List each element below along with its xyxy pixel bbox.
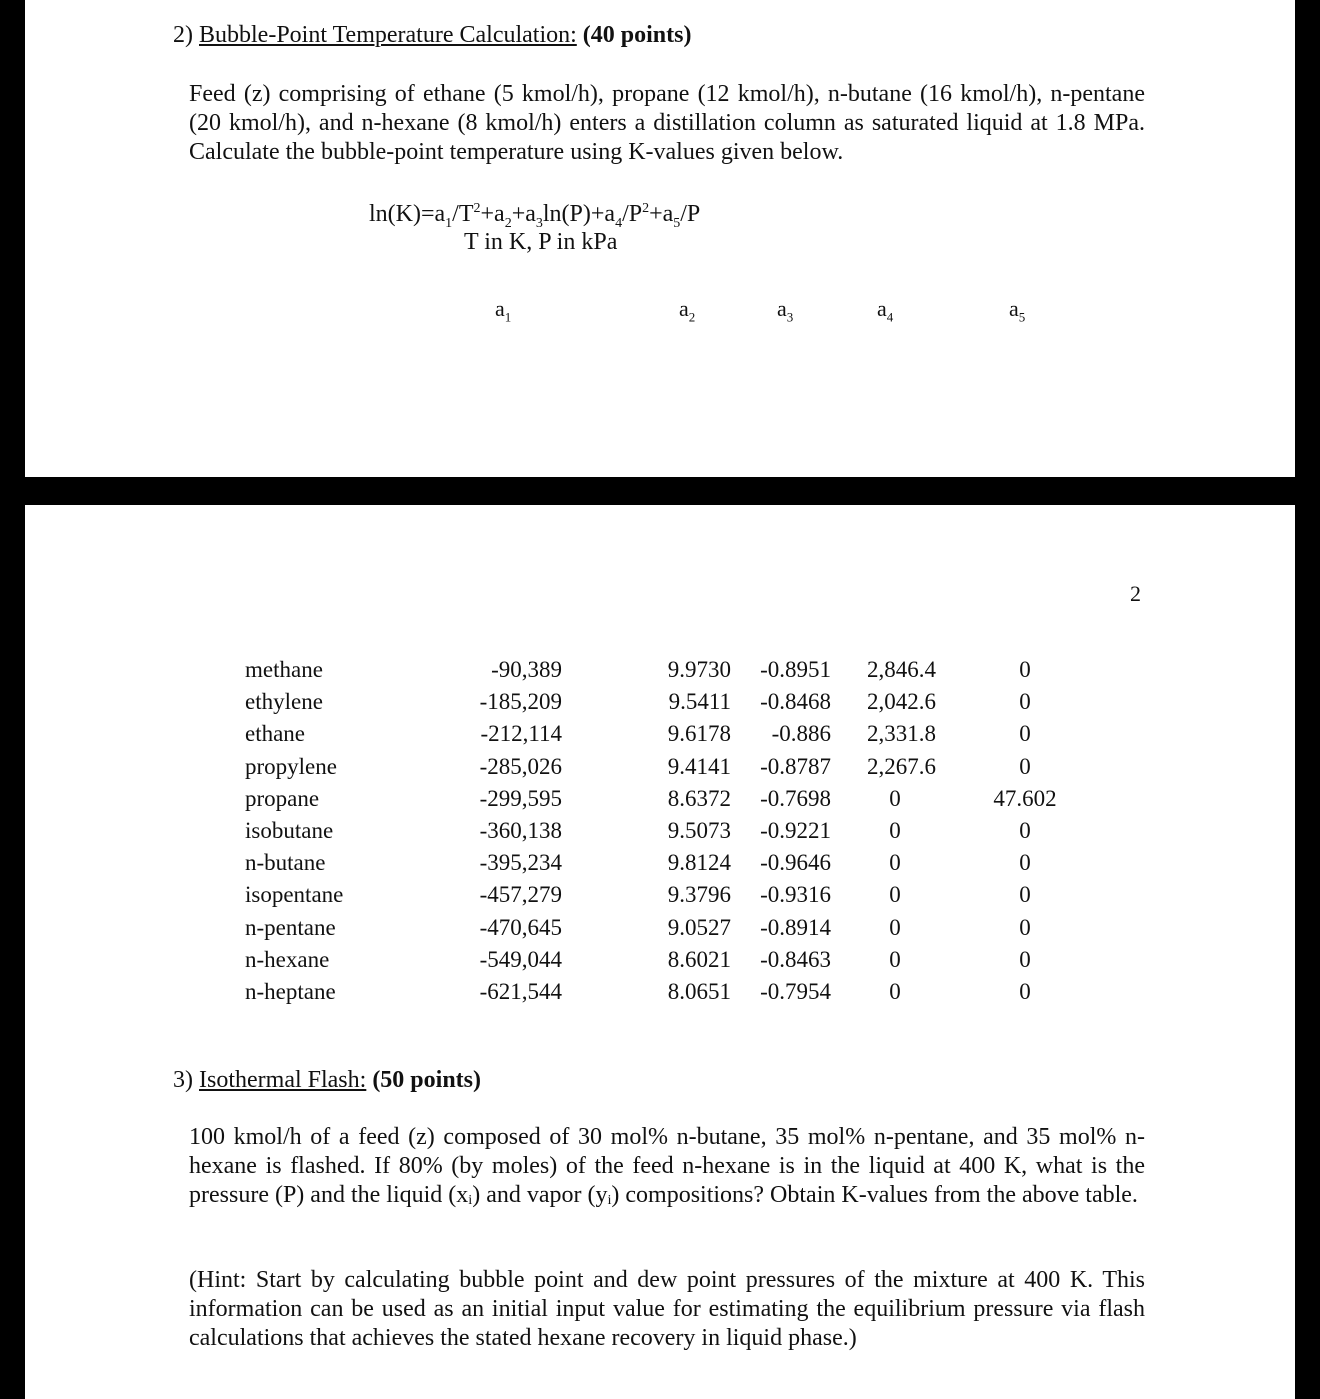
table-row: [25, 947, 1295, 979]
a2-value: 9.8124: [667, 850, 731, 876]
a4-value: 2,267.6: [867, 753, 936, 779]
page-number: 2: [1130, 581, 1141, 606]
header-a5: $a_5$: [1009, 296, 1026, 325]
a3-value: -0.8463: [760, 946, 831, 972]
table-row: [25, 786, 1295, 818]
problem-3-hint: (Hint: Start by calculating bubble point and dew point pressures of the mixture at 400 K. This information can be used as an initial input value for estimating the equilibrium pressure via flash calculations that achieves the stated hexane recovery in liquid phase.): [189, 1267, 1145, 1351]
a1-value: -470,645: [479, 914, 562, 940]
a1-value: -212,114: [480, 721, 562, 747]
document-page-1: [25, 0, 1295, 477]
a2-value: 9.3796: [667, 882, 731, 908]
a2-value: 8.6372: [667, 785, 731, 811]
problem-3-paragraph: 100 kmol/h of a feed (z) composed of 30 mol% n-butane, 35 mol% n-pentane, and 35 mol% n-hexane is flashed. If 80% (by moles) of the feed n-hexane is in the liquid at 400 K, what is the pressure (P) and the liquid (xᵢ) and vapor (yᵢ) compositions? Obtain K-values from the above table.: [189, 1124, 1145, 1208]
a5-value: 0: [1019, 721, 1031, 747]
problem-2-heading: [173, 22, 691, 49]
a1-value: -285,026: [479, 753, 562, 779]
k-value-coefficient-table: [25, 505, 1295, 1025]
component-name: methane: [245, 657, 323, 682]
a3-value: -0.9646: [760, 850, 831, 876]
a5-value: 0: [1019, 689, 1031, 715]
a3-value: -0.886: [771, 721, 831, 747]
table-row: [25, 915, 1295, 947]
a3-value: -0.8914: [760, 914, 831, 940]
a2-value: 9.9730: [667, 657, 731, 682]
a4-value: 2,846.4: [867, 657, 936, 682]
problem-2-title: Bubble-Point Temperature Calculation:: [199, 22, 577, 48]
table-row: [25, 850, 1295, 882]
a5-value: 0: [1019, 818, 1031, 843]
problem-3-title: Isothermal Flash:: [199, 1067, 367, 1093]
a3-value: -0.8468: [760, 689, 831, 715]
a2-value: 9.0527: [667, 914, 731, 940]
table-row: [25, 979, 1295, 1011]
table-row: [25, 754, 1295, 786]
a4-value: 2,042.6: [867, 689, 936, 715]
header-a1: $a_1$: [495, 296, 512, 325]
component-name: ethane: [245, 721, 306, 747]
a1-value: -90,389: [491, 657, 562, 682]
a5-value: 0: [1019, 914, 1031, 940]
table-row: [25, 657, 1295, 689]
a1-value: -549,044: [479, 946, 562, 972]
a4-value: 0: [889, 882, 901, 908]
a1-value: -185,209: [479, 689, 562, 715]
component-name: propane: [245, 785, 320, 811]
a4-value: 0: [889, 979, 901, 1004]
a4-value: 0: [889, 914, 901, 940]
problem-2-paragraph: Feed (z) comprising of ethane (5 kmol/h), propane (12 kmol/h), n-butane (16 kmol/h), n-pentane (20 kmol/h), and n-hexane (8 kmol/h) enters a distillation column as saturated liquid at 1.8 MPa. Calculate the bubble-point temperature using K-values given below.: [189, 81, 1145, 165]
a3-value: -0.9221: [760, 818, 831, 843]
a3-value: -0.9316: [760, 882, 831, 908]
a5-value: 47.602: [993, 785, 1057, 811]
a2-value: 9.6178: [667, 721, 731, 747]
component-name: ethylene: [245, 689, 323, 715]
a1-value: -360,138: [479, 818, 562, 843]
a1-value: -621,544: [479, 979, 562, 1004]
problem-2-points: (40 points): [582, 22, 692, 48]
table-row: [25, 721, 1295, 753]
a1-value: -457,279: [479, 882, 562, 908]
table-row: [25, 689, 1295, 721]
a5-value: 0: [1019, 946, 1031, 972]
a5-value: 0: [1019, 657, 1031, 682]
problem-3-heading: [173, 1067, 481, 1094]
problem-3-number: 3): [173, 1067, 193, 1093]
a4-value: 0: [889, 818, 901, 843]
a2-value: 9.5073: [667, 818, 731, 843]
component-name: n-butane: [245, 850, 326, 876]
component-name: n-hexane: [245, 946, 330, 972]
component-name: isobutane: [245, 818, 334, 843]
a3-value: -0.7698: [760, 785, 831, 811]
a4-value: 2,331.8: [867, 721, 936, 747]
a4-value: 0: [889, 850, 901, 876]
a2-value: 9.5411: [668, 689, 731, 715]
problem-3-points: (50 points): [372, 1067, 481, 1093]
k-value-equation: $\ln(K)=a_1/T^2+a_2+a_3\ln(P)+a_4/P^2+a_5/P$: [369, 201, 701, 231]
a1-value: -299,595: [479, 785, 562, 811]
table-row: [25, 818, 1295, 850]
component-name: n-heptane: [245, 979, 336, 1004]
a2-value: 8.6021: [667, 946, 731, 972]
a5-value: 0: [1019, 850, 1031, 876]
problem-2-number: 2): [173, 22, 193, 48]
a4-value: 0: [889, 785, 901, 811]
document-page-2: [25, 505, 1295, 1399]
component-name: n-pentane: [245, 914, 336, 940]
a1-value: -395,234: [479, 850, 562, 876]
a4-value: 0: [889, 946, 901, 972]
component-name: isopentane: [245, 882, 344, 908]
a3-value: -0.8787: [760, 753, 831, 779]
a2-value: 9.4141: [667, 753, 731, 779]
a2-value: 8.0651: [667, 979, 731, 1004]
header-a4: $a_4$: [877, 296, 894, 325]
a3-value: -0.7954: [760, 979, 831, 1004]
a3-value: -0.8951: [760, 657, 831, 682]
a5-value: 0: [1019, 753, 1031, 779]
component-name: propylene: [245, 753, 337, 779]
table-row: [25, 882, 1295, 914]
a5-value: 0: [1019, 882, 1031, 908]
header-a3: $a_3$: [777, 296, 794, 325]
units-note: T in K, P in kPa: [464, 229, 618, 255]
a5-value: 0: [1019, 979, 1031, 1004]
header-a2: $a_2$: [679, 296, 696, 325]
